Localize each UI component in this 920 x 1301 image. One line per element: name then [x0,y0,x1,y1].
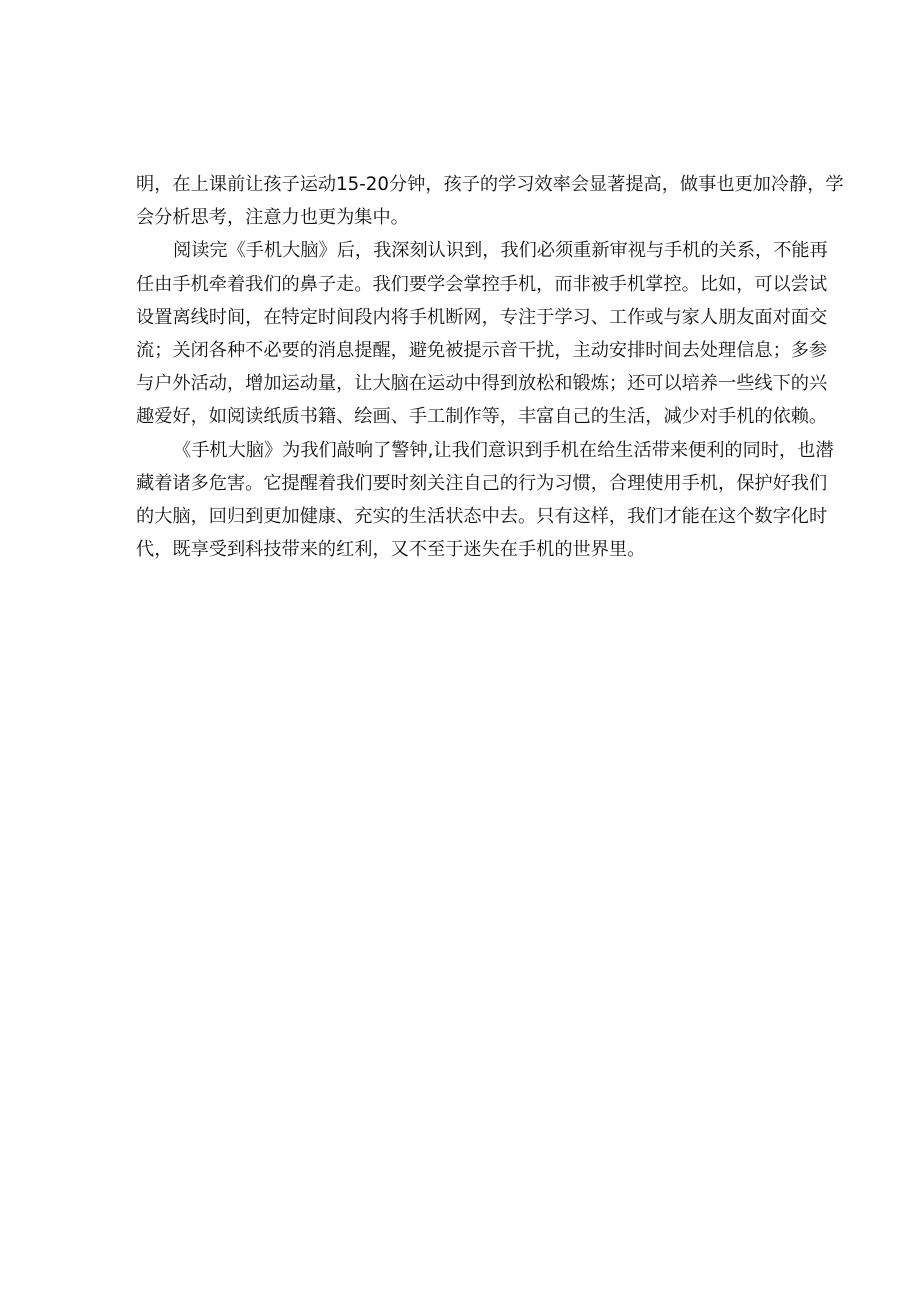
document-body [136,168,844,566]
text-line: 的大脑，回归到更加健康、充实的生活状态中去。只有这样，我们才能在这个数字化时 [136,506,828,528]
text-line: 《手机大脑》为我们敲响了警钟,让我们意识到手机在给生活带来便利的同时，也潜 [173,439,834,461]
text-line: 会分析思考，注意力也更为集中。 [136,207,409,229]
text-line: 流；关闭各种不必要的消息提醒，避免被提示音干扰，主动安排时间去处理信息；多参 [136,340,828,362]
paragraph-1 [136,168,844,234]
text-line: 任由手机牵着我们的鼻子走。我们要学会掌控手机，而非被手机掌控。比如，可以尝试 [136,273,828,295]
text-line: 明，在上课前让孩子运动15-20分钟，孩子的学习效率会显著提高，做事也更加冷静，学 [136,174,844,195]
paragraph-2 [136,234,828,433]
text-line: 设置离线时间，在特定时间段内将手机断网，专注于学习、工作或与家人朋友面对面交 [136,306,828,328]
text-line: 阅读完《手机大脑》后，我深刻认识到，我们必须重新审视与手机的关系，不能再 [173,240,828,262]
paragraph-3 [136,434,834,567]
text-line: 趣爱好，如阅读纸质书籍、绘画、手工制作等，丰富自己的生活，减少对手机的依赖。 [136,406,828,428]
text-line: 与户外活动，增加运动量，让大脑在运动中得到放松和锻炼；还可以培养一些线下的兴 [136,373,828,395]
text-line: 藏着诸多危害。它提醒着我们要时刻关注自己的行为习惯，合理使用手机，保护好我们 [136,472,828,494]
text-line: 代，既享受到科技带来的红利，又不至于迷失在手机的世界里。 [136,539,646,561]
